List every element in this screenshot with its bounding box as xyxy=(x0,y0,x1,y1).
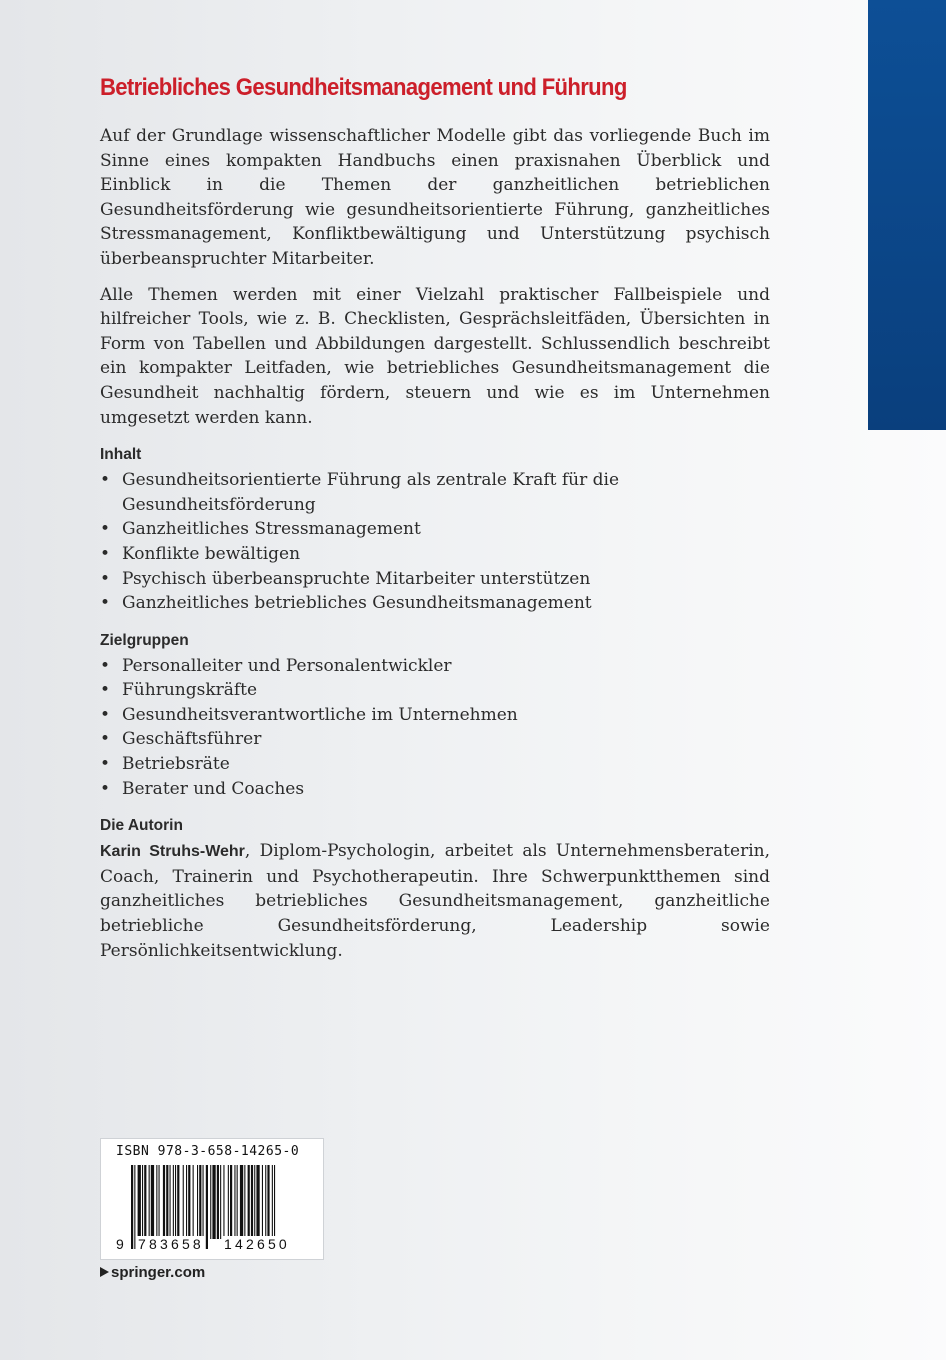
bullet: • xyxy=(100,655,111,676)
book-title: Betriebliches Gesundheitsmanagement und Führung xyxy=(100,74,627,101)
cover-color-band xyxy=(868,0,946,430)
publisher-link[interactable]: springer.com xyxy=(100,1264,205,1281)
list-item: • Gesundheitsverantwortliche im Unternehmen xyxy=(100,703,770,728)
list-item: • Ganzheitliches betriebliches Gesundheitsmanagement xyxy=(100,591,770,616)
back-cover-content xyxy=(100,74,770,974)
author-bio xyxy=(100,839,770,963)
author-name: Karin Struhs-Wehr xyxy=(100,843,245,861)
description-paragraph-1: Auf der Grundlage wissenschaftlicher Modelle gibt das vorliegende Buch im Sinne eines kompakten Handbuchs einen praxisnahen Überblick und Einblick in die Themen der ganzheitlichen betrieblichen Gesundheitsförderung wie gesundheitsorientierte Führung, ganzheitliches Stressmanagement, Konfliktbewältigung und Unterstützung psychisch überbeanspruchter Mitarbeiter. xyxy=(100,126,770,269)
autorin-heading: Die Autorin xyxy=(100,817,183,835)
list-item: • Führungskräfte xyxy=(100,678,770,703)
bullet: • xyxy=(100,543,111,564)
list-item: • Geschäftsführer xyxy=(100,727,770,752)
list-item: • Ganzheitliches Stressmanagement xyxy=(100,517,770,542)
zielgruppen-list xyxy=(100,654,770,802)
bullet: • xyxy=(100,593,111,614)
bullet: • xyxy=(100,778,111,799)
isbn-barcode xyxy=(100,1138,324,1260)
list-item: • Personalleiter und Personalentwickler xyxy=(100,654,770,679)
barcode-left-digits: 783658 xyxy=(138,1236,204,1252)
isbn-label: ISBN 978-3-658-14265-0 xyxy=(116,1144,300,1159)
list-item: • Berater und Coaches xyxy=(100,777,770,802)
author-bio-text: , Diplom-Psychologin, arbeitet als Unternehmensberaterin, Coach, Trainerin und Psychotherapeutin. Ihre Schwerpunktthemen sind ganzheitliches betriebliches Gesundheitsmanagement, ganzheitliche betriebliche Gesundheitsförderung, Leadership sowie Persönlichkeitsentwicklung. xyxy=(100,841,770,961)
bullet: • xyxy=(100,704,111,725)
bullet: • xyxy=(100,729,111,750)
barcode-first-digit: 9 xyxy=(116,1236,124,1252)
arrow-right-icon xyxy=(100,1267,109,1277)
bullet: • xyxy=(100,470,111,491)
bullet: • xyxy=(100,519,111,540)
bullet: • xyxy=(100,754,111,775)
bullet: • xyxy=(100,568,111,589)
barcode-right-digits: 142650 xyxy=(224,1236,290,1252)
inhalt-heading: Inhalt xyxy=(100,446,142,464)
bullet: • xyxy=(100,680,111,701)
list-item: • Psychisch überbeanspruchte Mitarbeiter unterstützen xyxy=(100,567,770,592)
list-item: • Betriebsräte xyxy=(100,752,770,777)
list-item: • Gesundheitsorientierte Führung als zentrale Kraft für die Gesundheitsförderung xyxy=(100,470,620,515)
list-item: • Konflikte bewältigen xyxy=(100,542,770,567)
zielgruppen-heading: Zielgruppen xyxy=(100,631,189,649)
inhalt-list xyxy=(100,468,770,616)
description-paragraph-2: Alle Themen werden mit einer Vielzahl praktischer Fallbeispiele und hilfreicher Tools, wie z. B. Checklisten, Gesprächsleitfäden, Übersichten in Form von Tabellen und Abbildungen dargestellt. Schlussendlich beschreibt ein kompakter Leitfaden, wie betriebliches Gesundheitsmanagement die Gesundheit nachhaltig fördern, steuern und wie es im Unternehmen umgesetzt werden kann. xyxy=(100,284,770,428)
